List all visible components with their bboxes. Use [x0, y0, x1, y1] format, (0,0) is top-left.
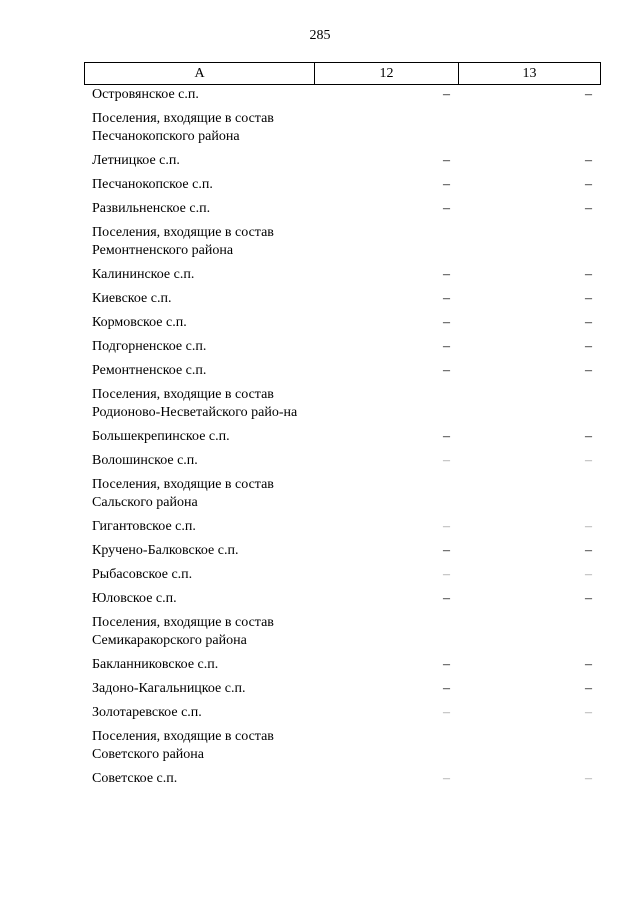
cell-col-12: – — [443, 339, 450, 354]
table-row — [84, 86, 601, 104]
cell-col-12: – — [443, 201, 450, 216]
cell-col-13: – — [585, 591, 592, 606]
cell-col-12: – — [443, 87, 450, 102]
table-row — [84, 266, 601, 284]
table-row — [84, 542, 601, 560]
cell-col-12: – — [443, 267, 450, 282]
table-row — [84, 614, 601, 650]
cell-col-13: – — [585, 771, 592, 786]
row-label: Кручено-Балковское с.п. — [92, 543, 239, 558]
table-row — [84, 656, 601, 674]
cell-col-13: – — [585, 87, 592, 102]
cell-col-12: – — [443, 519, 450, 534]
header-col-13: 13 — [459, 63, 601, 85]
cell-col-12: – — [443, 681, 450, 696]
row-label: Поселения, входящие в состав Песчанокопского района — [92, 111, 274, 144]
row-label: Подгорненское с.п. — [92, 339, 207, 354]
cell-col-13: – — [585, 201, 592, 216]
cell-col-13: – — [585, 519, 592, 534]
row-label: Поселения, входящие в состав Сальского района — [92, 477, 274, 510]
cell-col-12: – — [443, 153, 450, 168]
row-label: Волошинское с.п. — [92, 453, 198, 468]
header-col-a: А — [85, 63, 315, 85]
row-label: Поселения, входящие в состав Советского района — [92, 729, 274, 762]
cell-col-13: – — [585, 429, 592, 444]
cell-col-13: – — [585, 657, 592, 672]
cell-col-12: – — [443, 657, 450, 672]
table-row — [84, 728, 601, 764]
table-row — [84, 590, 601, 608]
row-label: Песчанокопское с.п. — [92, 177, 213, 192]
page-number: 285 — [309, 28, 331, 43]
row-label: Калининское с.п. — [92, 267, 195, 282]
cell-col-13: – — [585, 339, 592, 354]
cell-col-13: – — [585, 363, 592, 378]
row-label: Островянское с.п. — [92, 87, 199, 102]
row-label: Поселения, входящие в состав Семикаракорского района — [92, 615, 274, 648]
cell-col-13: – — [585, 267, 592, 282]
row-label: Поселения, входящие в состав Ремонтненского района — [92, 225, 274, 258]
row-label: Золотаревское с.п. — [92, 705, 202, 720]
cell-col-12: – — [443, 429, 450, 444]
cell-col-13: – — [585, 291, 592, 306]
row-label: Задоно-Кагальницкое с.п. — [92, 681, 246, 696]
header-col-12: 12 — [315, 63, 459, 85]
cell-col-12: – — [443, 543, 450, 558]
table-row — [84, 152, 601, 170]
table-row — [84, 518, 601, 536]
table-row — [84, 224, 601, 260]
table-row — [84, 770, 601, 788]
cell-col-12: – — [443, 771, 450, 786]
row-label: Ремонтненское с.п. — [92, 363, 207, 378]
cell-col-12: – — [443, 453, 450, 468]
cell-col-13: – — [585, 705, 592, 720]
table-row — [84, 428, 601, 446]
row-label: Юловское с.п. — [92, 591, 177, 606]
table-row — [84, 680, 601, 698]
row-label: Бакланниковское с.п. — [92, 657, 219, 672]
table-row — [84, 362, 601, 380]
table-row — [84, 452, 601, 470]
table-body — [84, 86, 601, 794]
cell-col-12: – — [443, 315, 450, 330]
table-row — [84, 314, 601, 332]
row-label: Рыбасовское с.п. — [92, 567, 193, 582]
table-row — [84, 476, 601, 512]
table-row — [84, 176, 601, 194]
row-label: Советское с.п. — [92, 771, 178, 786]
cell-col-12: – — [443, 177, 450, 192]
row-label: Киевское с.п. — [92, 291, 172, 306]
cell-col-13: – — [585, 153, 592, 168]
cell-col-13: – — [585, 453, 592, 468]
cell-col-12: – — [443, 705, 450, 720]
table-row — [84, 386, 601, 422]
cell-col-13: – — [585, 543, 592, 558]
row-label: Большекрепинское с.п. — [92, 429, 230, 444]
cell-col-13: – — [585, 681, 592, 696]
table-row — [84, 704, 601, 722]
table-row — [84, 290, 601, 308]
table-row — [84, 566, 601, 584]
table-row — [84, 110, 601, 146]
row-label: Летницкое с.п. — [92, 153, 180, 168]
row-label: Поселения, входящие в состав Родионово-Несветайского райо-на — [92, 387, 298, 420]
cell-col-13: – — [585, 567, 592, 582]
table-header — [84, 62, 601, 85]
table-row — [84, 338, 601, 356]
cell-col-13: – — [585, 315, 592, 330]
cell-col-12: – — [443, 363, 450, 378]
row-label: Кормовское с.п. — [92, 315, 187, 330]
table-row — [84, 200, 601, 218]
row-label: Гигантовское с.п. — [92, 519, 196, 534]
cell-col-12: – — [443, 567, 450, 582]
cell-col-12: – — [443, 291, 450, 306]
cell-col-12: – — [443, 591, 450, 606]
row-label: Развильненское с.п. — [92, 201, 211, 216]
cell-col-13: – — [585, 177, 592, 192]
